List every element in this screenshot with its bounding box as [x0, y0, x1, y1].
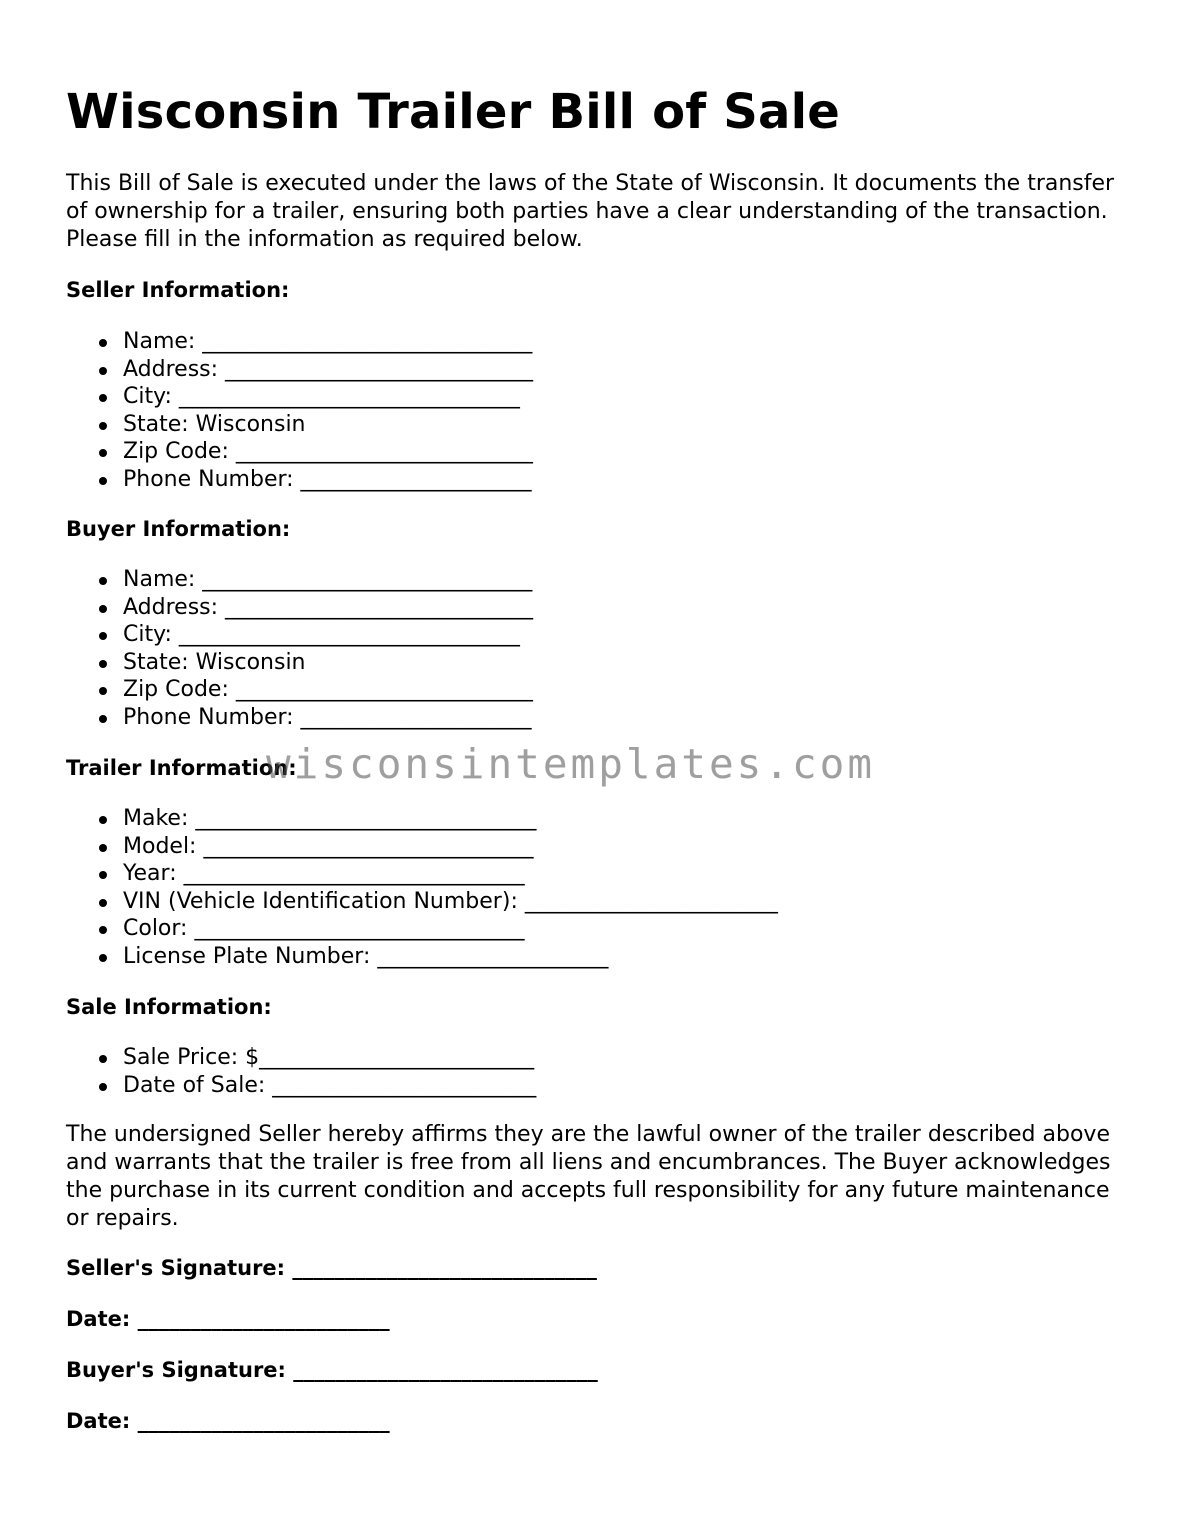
- buyer-section-heading: Buyer Information:: [66, 517, 291, 541]
- document-title: Wisconsin Trailer Bill of Sale: [66, 84, 841, 140]
- seller-phone-field[interactable]: Phone Number: _____________________: [123, 466, 532, 492]
- buyer-signature-line[interactable]: Buyer's Signature: _____________________________: [66, 1358, 598, 1382]
- trailer-make-field[interactable]: Make: _______________________________: [123, 805, 778, 833]
- buyer-address-field[interactable]: Address: ____________________________: [123, 594, 534, 620]
- closing-paragraph: The undersigned Seller hereby affirms they are the lawful owner of the trailer described above and warrants that the trailer is free from all liens and encumbrances. The Buyer acknowledges the purchase in its current condition and accepts full responsibility for any future maintenance or repairs.: [66, 1122, 1111, 1231]
- seller-address-field[interactable]: Address: ____________________________: [123, 356, 534, 382]
- buyer-phone-field[interactable]: Phone Number: _____________________: [123, 704, 532, 730]
- buyer-date-line[interactable]: Date: ________________________: [66, 1409, 390, 1433]
- seller-zip-field[interactable]: Zip Code: ___________________________: [123, 439, 533, 465]
- seller-city-field[interactable]: City: _______________________________: [123, 383, 533, 411]
- buyer-state-field: State: Wisconsin: [123, 649, 533, 677]
- trailer-color-field[interactable]: Color: ______________________________: [123, 915, 778, 943]
- buyer-city-field[interactable]: City: _______________________________: [123, 621, 533, 649]
- seller-signature-line[interactable]: Seller's Signature: _____________________________: [66, 1256, 597, 1280]
- intro-paragraph: This Bill of Sale is executed under the laws of the State of Wisconsin. It documents the transfer of ownership for a trailer, ensuring both parties have a clear understanding of the transaction. Please fill in the information as required below.: [66, 171, 1115, 252]
- trailer-vin-field[interactable]: VIN (Vehicle Identification Number): _______________________: [123, 888, 778, 914]
- trailer-year-field[interactable]: Year: _______________________________: [123, 860, 778, 888]
- sale-field-list: [66, 1044, 536, 1099]
- trailer-license-plate-field[interactable]: License Plate Number: _____________________: [123, 943, 778, 971]
- sale-date-field[interactable]: Date of Sale: ________________________: [123, 1072, 537, 1098]
- seller-state-field: State: Wisconsin: [123, 411, 533, 439]
- seller-section-heading: Seller Information:: [66, 278, 290, 302]
- buyer-zip-field[interactable]: Zip Code: ___________________________: [123, 677, 533, 703]
- buyer-name-field[interactable]: Name: ______________________________: [123, 567, 533, 592]
- seller-field-list: [66, 328, 533, 494]
- watermark-text: wisconsintemplates.com: [266, 740, 876, 788]
- sale-price-field[interactable]: Sale Price: $_________________________: [123, 1044, 536, 1072]
- buyer-field-list: [66, 566, 533, 732]
- trailer-section-heading: Trailer Information:: [66, 756, 297, 780]
- seller-date-line[interactable]: Date: ________________________: [66, 1307, 390, 1331]
- sale-section-heading: Sale Information:: [66, 995, 272, 1019]
- trailer-field-list: [66, 805, 778, 971]
- seller-name-field[interactable]: Name: ______________________________: [123, 329, 533, 354]
- trailer-model-field[interactable]: Model: ______________________________: [123, 833, 778, 861]
